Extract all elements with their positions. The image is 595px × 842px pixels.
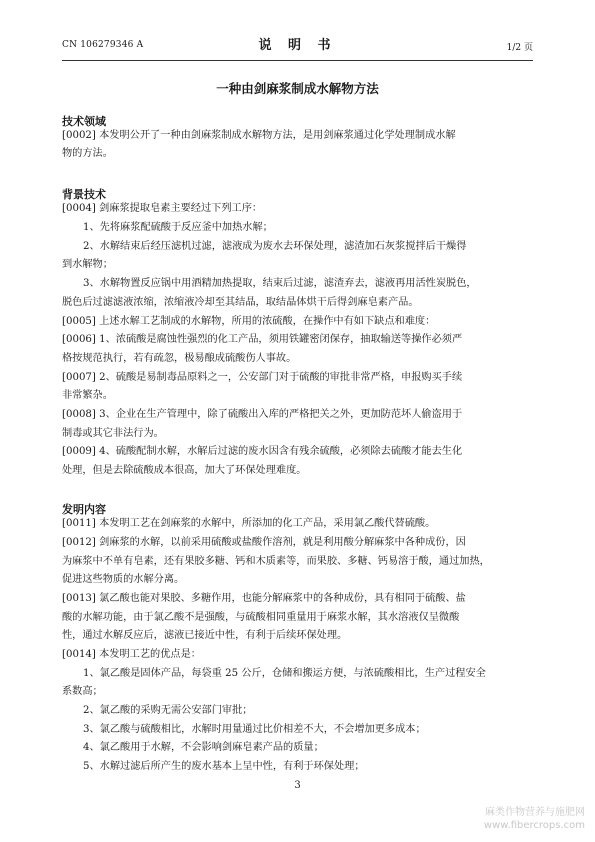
document-type-heading: 说 明 书: [258, 38, 337, 53]
text-line: 系数高；: [62, 686, 103, 697]
text-line: 2、氯乙酸的采购无需公安部门审批；: [83, 705, 253, 716]
header-divider: [62, 60, 533, 61]
text-line: 非常繁杂。: [62, 390, 113, 401]
text-line: [0007] 2、硫酸是易制毒品原料之一，公安部门对于硫酸的审批非常严格，申报购买手续: [62, 372, 463, 383]
text-line: 5、水解过滤后所产生的废水基本上呈中性，有利于环保处理；: [83, 761, 365, 772]
watermark-url: www.fibercrops.com: [483, 820, 585, 831]
text-line: [0006] 1、浓硫酸是腐蚀性强烈的化工产品，须用铁罐密闭保存，抽取输送等操作必须严: [62, 334, 463, 345]
text-line: [0008] 3、企业在生产管理中，除了硫酸出入库的严格把关之外，更加防范坏人偷盗用于: [62, 409, 463, 420]
text-line: 物的方法。: [62, 148, 113, 159]
section-heading-background: 背景技术: [62, 188, 106, 201]
watermark-line: 麻类作物营养与施肥网: [485, 807, 585, 818]
page-indicator: 1/2 页: [506, 43, 533, 53]
publication-number: CN 106279346 A: [62, 40, 144, 50]
section-heading-tech-field: 技术领域: [62, 115, 106, 128]
text-line: [0013] 氯乙酸也能对果胶、多糖作用，也能分解麻浆中的各种成份，具有相同于硫酸、盐: [62, 593, 466, 604]
text-line: 4、氯乙酸用于水解，不会影响剑麻皂素产品的质量；: [83, 742, 324, 753]
text-line: 酸的水解功能，由于氯乙酸不是强酸，与硫酸相同重量用于麻浆水解，其水溶液仅呈微酸: [62, 612, 460, 623]
text-line: 1、氯乙酸是固体产品，每袋重 25 公斤，仓储和搬运方便，与浓硫酸相比，生产过程安全: [83, 668, 486, 679]
text-line: 脱色后过滤滤液浓缩，浓缩液冷却至其结晶，取结晶体烘干后得剑麻皂素产品。: [62, 297, 419, 308]
section-heading-invention: 发明内容: [62, 503, 106, 516]
text-line: 2、水解结束后经压滤机过滤，滤液成为废水去环保处理，滤渣加石灰浆搅拌后干燥得: [83, 241, 467, 252]
text-line: 格按规范执行，若有疏忽，极易酿成硫酸伤人事故。: [62, 353, 297, 364]
watermark: [484, 806, 585, 832]
text-line: [0004] 剑麻浆提取皂素主要经过下列工序：: [62, 203, 263, 214]
text-line: [0009] 4、硫酸配制水解，水解后过滤的废水因含有残余硫酸，必须除去硫酸才能去生化: [62, 446, 463, 457]
text-line: 到水解物；: [62, 259, 113, 270]
text-line: 为麻浆中不单有皂素，还有果胶多糖、钙和木质素等，而果胶、多糖、钙易溶于酸，通过加热，: [62, 556, 490, 567]
text-line: 1、先将麻浆配硫酸于反应釜中加热水解；: [83, 222, 273, 233]
text-line: 处理，但是去除硫酸成本很高，加大了环保处理难度。: [62, 465, 307, 476]
text-line: 制毒或其它非法行为。: [62, 428, 164, 439]
text-line: [0012] 剑麻浆的水解，以前采用硫酸或盐酸作溶剂，就是利用酸分解麻浆中各种成份，因: [62, 537, 466, 548]
document-title: 一种由剑麻浆制成水解物方法: [216, 81, 379, 96]
text-line: 促进这些物质的水解分离。: [62, 574, 185, 585]
text-line: 性，通过水解反应后，滤液已接近中性，有利于后续环保处理。: [62, 630, 348, 641]
text-line: 3、水解物置反应锅中用酒精加热提取，结束后过滤，滤渣弃去，滤液再用活性炭脱色，: [83, 278, 477, 289]
page-number: 3: [294, 780, 301, 791]
text-line: [0005] 上述水解工艺制成的水解物，所用的浓硫酸，在操作中有如下缺点和难度：: [62, 316, 436, 327]
text-line: [0011] 本发明工艺在剑麻浆的水解中，所添加的化工产品，采用氯乙酸代替硫酸。: [62, 518, 436, 529]
text-line: [0014] 本发明工艺的优点是：: [62, 649, 201, 660]
text-line: [0002] 本发明公开了一种由剑麻浆制成水解物方法，是用剑麻浆通过化学处理制成水解: [62, 130, 456, 141]
text-line: 3、氯乙酸与硫酸相比，水解时用量通过比价相差不大，不会增加更多成本；: [83, 724, 426, 735]
